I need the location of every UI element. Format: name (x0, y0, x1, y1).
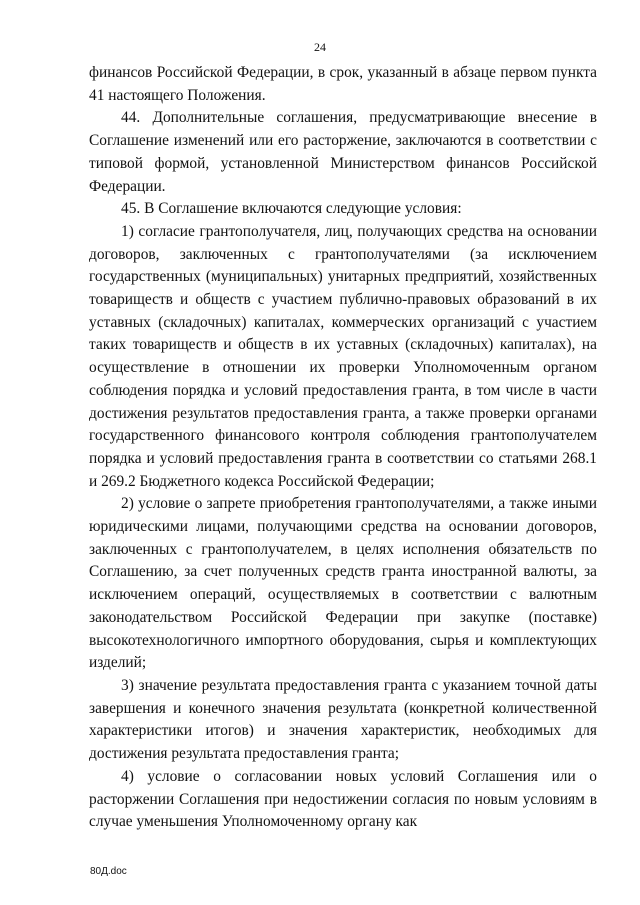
document-body (89, 62, 597, 834)
paragraph-45-item-1: 1) согласие грантополучателя, лиц, получающих средства на основании договоров, заключенных с грантополучателями (за исключением государственных (муниципальных) унитарных предприятий, хозяйственных товариществ и обществ с участием публично-правовых образований в их уставных (складочных) капиталах, коммерческих организаций с участием таких товариществ и обществ в их уставных (складочных) капиталах), на осуществление в отношении их проверки Уполномоченным органом соблюдения порядка и условий предоставления гранта, в том числе в части достижения результатов предоставления гранта, а также проверки органами государственного финансового контроля соблюдения грантополучателем порядка и условий предоставления гранта в соответствии со статьями 268.1 и 269.2 Бюджетного кодекса Российской Федерации; (89, 222, 597, 490)
paragraph-45: 45. В Соглашение включаются следующие условия: (121, 200, 462, 218)
paragraph-45-item-3: 3) значение результата предоставления гранта с указанием точной даты завершения и конечного значения результата (конкретной количественной характеристики итогов) и значения характеристик, необходимых для достижения результата предоставления гранта; (89, 676, 597, 763)
paragraph-45-item-4: 4) условие о согласовании новых условий Соглашения или о расторжении Соглашения при недостижении согласия по новым условиям в случае уменьшения Уполномоченному органу как (89, 767, 597, 831)
paragraph-continuation: финансов Российской Федерации, в срок, указанный в абзаце первом пункта 41 настоящего Положения. (89, 64, 597, 104)
paragraph-44: 44. Дополнительные соглашения, предусматривающие внесение в Соглашение изменений или его расторжение, заключаются в соответствии с типовой формой, установленной Министерством финансов Российской Федерации. (89, 109, 597, 195)
file-name-footer: 80Д.doc (90, 866, 127, 877)
page-number: 24 (314, 40, 326, 54)
paragraph-45-item-2: 2) условие о запрете приобретения грантополучателями, а также иными юридическими лицами, получающими средства на основании договоров, заключенных с грантополучателем, в целях исполнения обязательств по Соглашению, за счет полученных средств гранта иностранной валюты, за исключением операций, осуществляемых в соответствии с валютным законодательством Российской Федерации при закупке (поставке) высокотехнологичного импортного оборудования, сырья и комплектующих изделий; (89, 495, 597, 672)
